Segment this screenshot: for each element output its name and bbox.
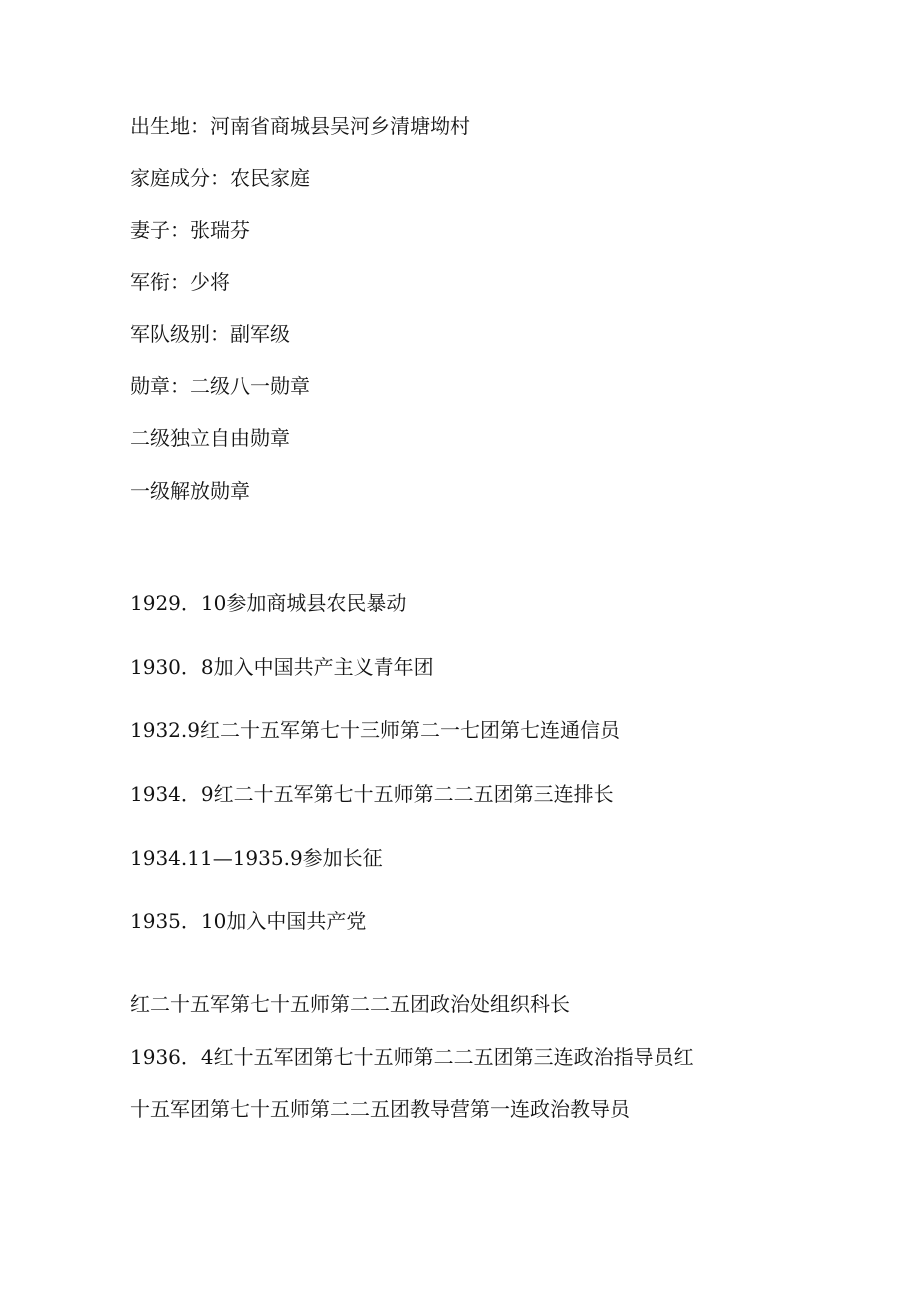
family-background-line: 家庭成分：农民家庭 <box>130 166 310 190</box>
timeline-entry: 1930．8加入中国共产主义青年团 <box>130 655 434 679</box>
birthplace-line: 出生地：河南省商城县吴河乡清塘坳村 <box>130 114 470 138</box>
medal-line: 二级独立自由勋章 <box>130 426 290 450</box>
wife-line: 妻子：张瑞芬 <box>130 218 250 242</box>
rank-line: 军衔：少将 <box>130 270 230 294</box>
medals-line: 勋章：二级八一勋章 <box>130 374 310 398</box>
timeline-entry: 1929．10参加商城县农民暴动 <box>130 591 407 615</box>
timeline-entry: 1936．4红十五军团第七十五师第二二五团第三连政治指导员红 <box>130 1045 694 1069</box>
timeline-entry: 1935．10加入中国共产党 <box>130 909 367 933</box>
timeline-entry: 1934.11—1935.9参加长征 <box>130 846 383 870</box>
military-level-line: 军队级别：副军级 <box>130 322 290 346</box>
medal-line: 一级解放勋章 <box>130 479 250 503</box>
timeline-entry: 1934．9红二十五军第七十五师第二二五团第三连排长 <box>130 782 614 806</box>
timeline-entry: 1932.9红二十五军第七十三师第二一七团第七连通信员 <box>130 718 620 742</box>
timeline-entry: 红二十五军第七十五师第二二五团政治处组织科长 <box>130 992 570 1016</box>
timeline-entry: 十五军团第七十五师第二二五团教导营第一连政治教导员 <box>130 1097 630 1121</box>
